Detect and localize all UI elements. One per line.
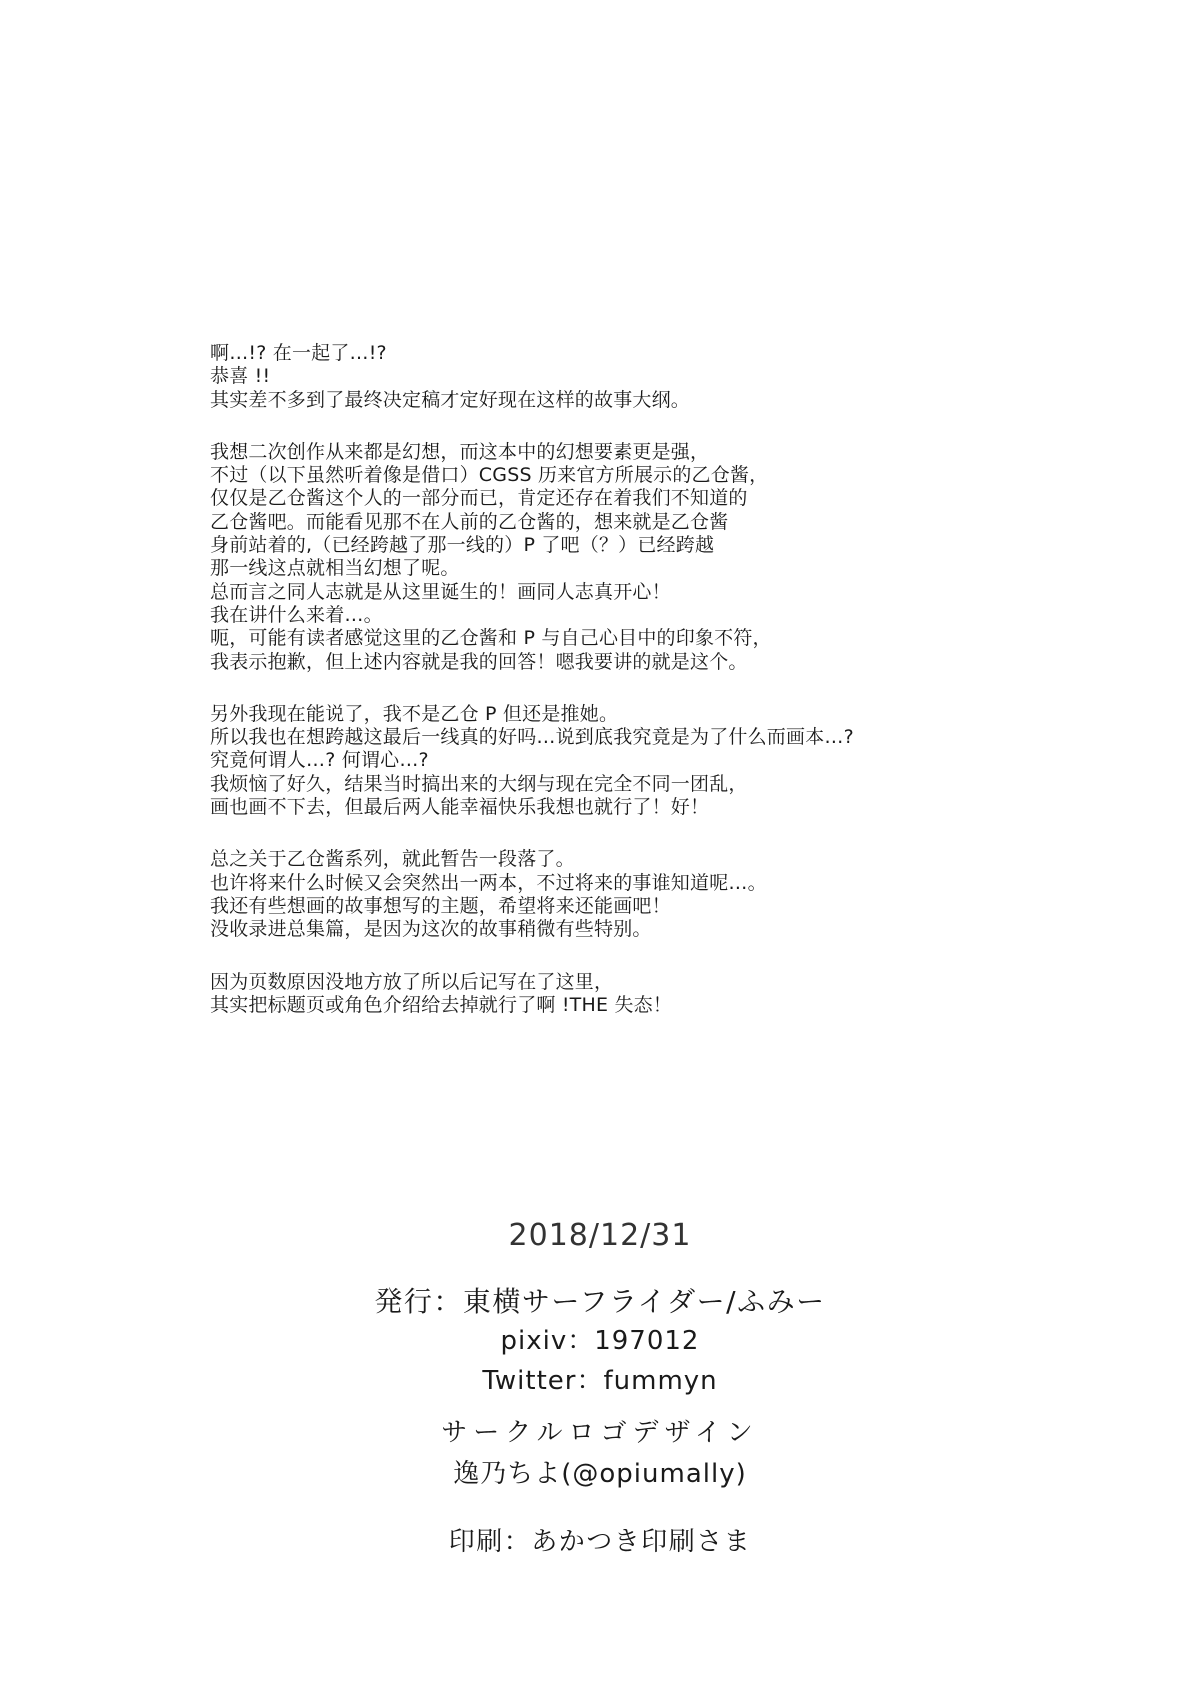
afterword-line: 那一线这点就相当幻想了呢。 — [210, 557, 460, 580]
afterword-paragraph — [210, 971, 990, 1018]
afterword-line: 我表示抱歉，但上述内容就是我的回答！嗯我要讲的就是这个。 — [210, 650, 748, 673]
afterword-line: 也许将来什么时候又会突然出一两本，不过将来的事谁知道呢…。 — [210, 871, 767, 894]
afterword-line: 我还有些想画的故事想写的主题，希望将来还能画吧！ — [210, 894, 671, 917]
afterword-line: 究竟何谓人…? 何谓心…? — [210, 749, 429, 772]
afterword-line: 画也画不下去，但最后两人能幸福快乐我想也就行了！好！ — [210, 796, 710, 819]
afterword-line: 不过（以下虽然听着像是借口）CGSS 历来官方所展示的乙仓酱， — [210, 464, 769, 487]
afterword-line: 身前站着的,（已经跨越了那一线的）P 了吧（？）已经跨越 — [210, 534, 715, 557]
afterword-line: 所以我也在想跨越这最后一线真的好吗…说到底我究竟是为了什么而画本…? — [210, 726, 854, 749]
afterword-line: 乙仓酱吧。而能看见那不在人前的乙仓酱的，想来就是乙仓酱 — [210, 510, 729, 533]
afterword-paragraph — [210, 848, 990, 941]
colophon-logo-design-label: サークルロゴデザイン — [441, 1418, 759, 1448]
afterword-paragraph — [210, 441, 990, 674]
afterword-line: 其实差不多到了最终决定稿才定好现在这样的故事大纲。 — [210, 388, 691, 411]
afterword-line: 没收录进总集篇，是因为这次的故事稍微有些特别。 — [210, 918, 652, 941]
afterword-line: 总之关于乙仓酱系列，就此暂告一段落了。 — [210, 848, 575, 871]
afterword-line: 另外我现在能说了，我不是乙仓 P 但还是推她。 — [210, 702, 619, 725]
afterword-line: 仅仅是乙仓酱这个人的一部分而已，肯定还存在着我们不知道的 — [210, 487, 748, 510]
colophon-publisher: 発行：東横サーフライダー/ふみー — [374, 1285, 826, 1318]
afterword-line: 恭喜 !! — [210, 365, 271, 388]
afterword-paragraph — [210, 342, 990, 412]
afterword-paragraph — [210, 703, 990, 819]
afterword-line: 其实把标题页或角色介绍给去掉就行了啊 !THE 失态！ — [210, 993, 672, 1016]
afterword-line: 我烦恼了好久，结果当时搞出来的大纲与现在完全不同一团乱， — [210, 772, 748, 795]
afterword-line: 因为页数原因没地方放了所以后记写在了这里， — [210, 970, 614, 993]
afterword-line: 我在讲什么来着…。 — [210, 603, 383, 626]
colophon-logo-designer: 逸乃ちよ(@opiumally) — [453, 1459, 747, 1489]
afterword-line: 呃，可能有读者感觉这里的乙仓酱和 P 与自己心目中的印象不符， — [210, 627, 772, 650]
colophon-pixiv: pixiv：197012 — [500, 1326, 700, 1356]
colophon-date: 2018/12/31 — [508, 1218, 692, 1253]
colophon-twitter: Twitter：fummyn — [482, 1366, 718, 1396]
afterword-text — [210, 342, 990, 1046]
colophon-printer: 印刷：あかつき印刷さま — [448, 1527, 752, 1557]
afterword-line: 我想二次创作从来都是幻想，而这本中的幻想要素更是强， — [210, 440, 710, 463]
afterword-line: 总而言之同人志就是从这里诞生的！画同人志真开心！ — [210, 580, 671, 603]
afterword-line: 啊…!? 在一起了…!? — [210, 342, 387, 364]
